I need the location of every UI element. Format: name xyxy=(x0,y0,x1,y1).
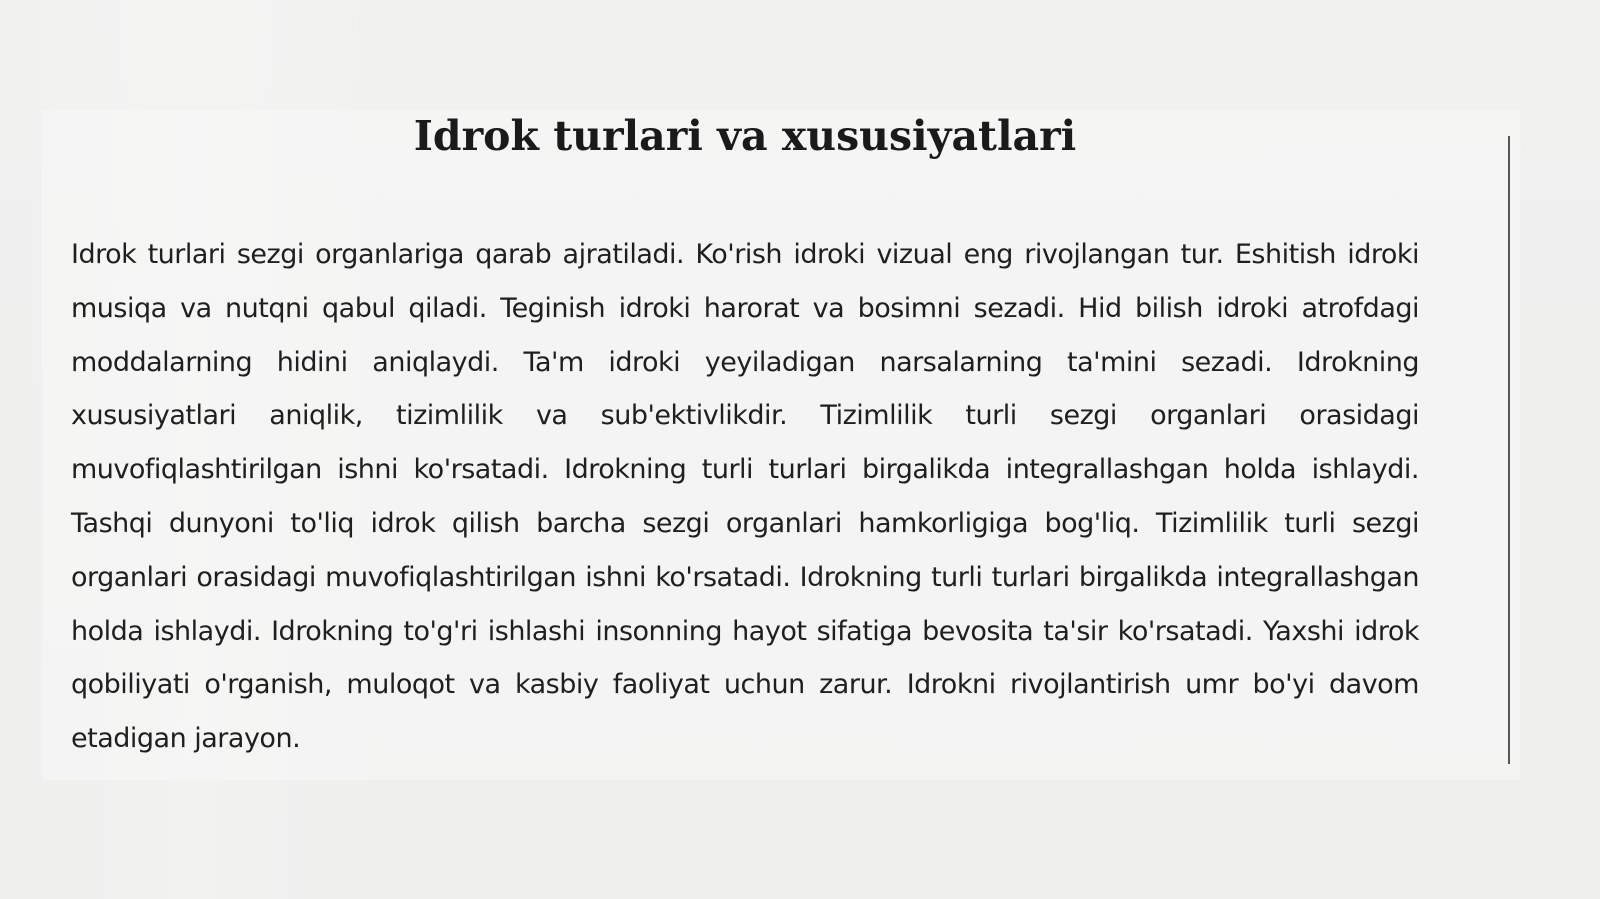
slide-title: Idrok turlari va xususiyatlari xyxy=(413,112,1077,160)
vertical-divider xyxy=(1508,136,1510,764)
slide-body-text: Idrok turlari sezgi organlariga qarab ajratiladi. Ko'rish idroki vizual eng rivojlangan tur. Eshitish idroki musiqa va nutqni qabul qiladi. Teginish idroki harorat va bosimni sezadi. Hid bilish idroki atrofdagi moddalarning hidini aniqlaydi. Ta'm idroki yeyiladigan narsalarning ta'mini sezadi. Idrokning xususiyatlari aniqlik, tizimlilik va sub'ektivlikdir. Tizimlilik turli sezgi organlari orasidagi muvofiqlashtirilgan ishni ko'rsatadi. Idrokning turli turlari birgalikda integrallashgan holda ishlaydi. Tashqi dunyoni to'liq idrok qilish barcha sezgi organlari hamkorligiga bog'liq. Tizimlilik turli sezgi organlari orasidagi muvofiqlashtirilgan ishni ko'rsatadi. Idrokning turli turlari birgalikda integrallashgan holda ishlaydi. Idrokning to'g'ri ishlashi insonning hayot sifatiga bevosita ta'sir ko'rsatadi. Yaxshi idrok qobiliyati o'rganish, muloqot va kasbiy faoliyat uchun zarur. Idrokni rivojlantirish umr bo'yi davom etadigan jarayon. xyxy=(71,239,1419,755)
